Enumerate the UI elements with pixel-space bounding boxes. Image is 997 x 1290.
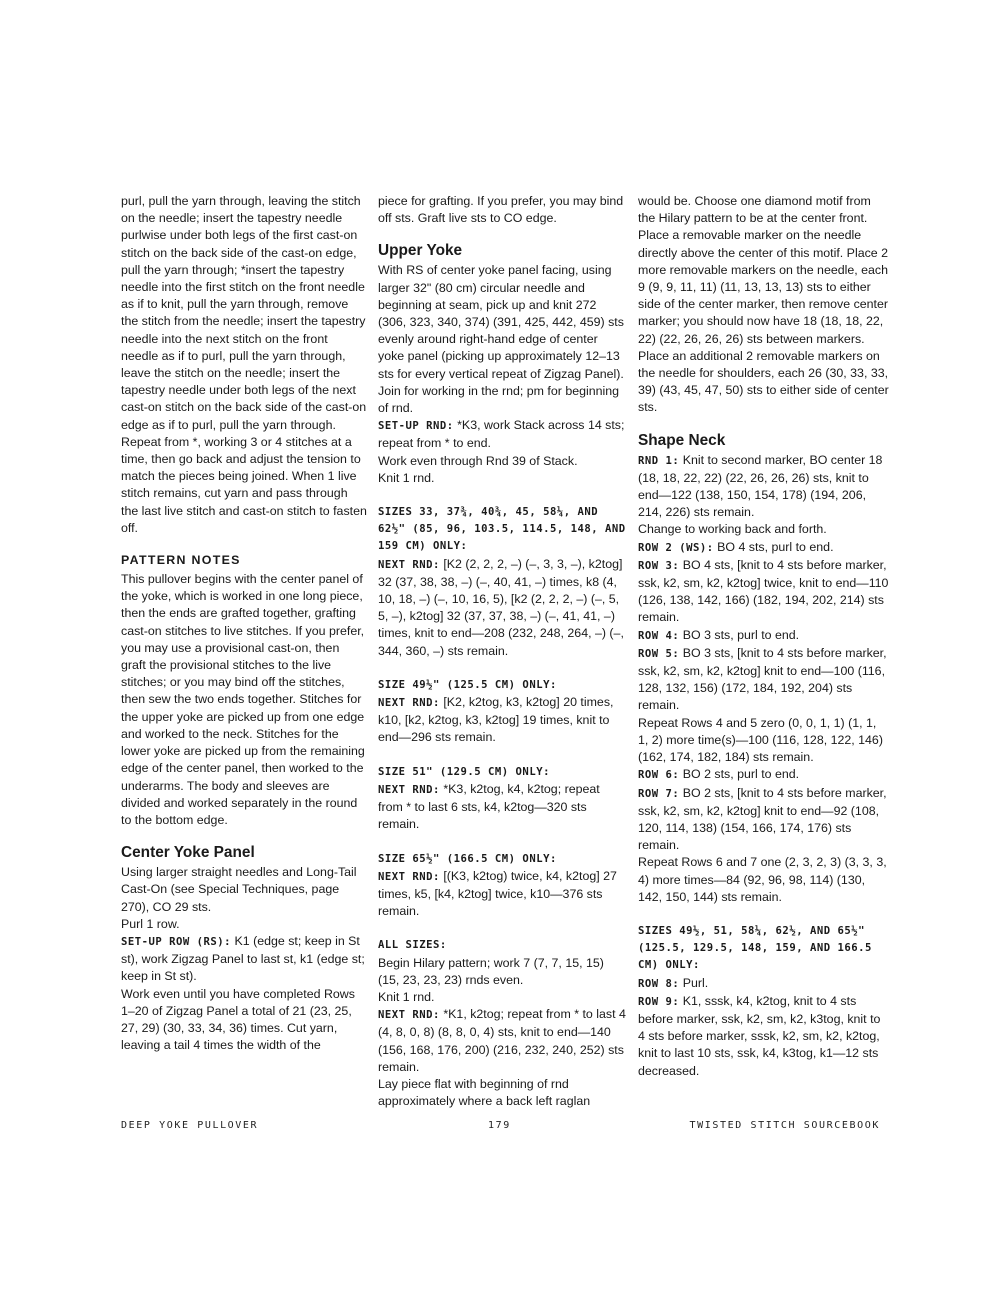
all-sizes-paragraph: Knit 1 rnd. [378, 989, 435, 1004]
column-right [638, 193, 890, 1080]
neck-step [638, 627, 890, 645]
neck-step [638, 539, 890, 557]
cyp-paragraph [121, 933, 367, 986]
cyp-paragraph: Using larger straight needles and Long-Tail Cast-On (see Special Techniques, page 270), CO 29 sts. [121, 865, 357, 914]
step-text: K1, sssk, k4, k2tog, knit to 4 sts before marker, ssk, k2, sm, k2, k3tog, knit to 4 sts before marker, sssk, k2, sm, k2, k2tog, knit to last 10 sts, ssk, k4, k3tog, k1—12 sts decreased. [638, 993, 881, 1078]
step-text: BO 2 sts, purl to end. [679, 767, 800, 782]
step-label: NEXT RND: [378, 697, 440, 710]
size-heading: SIZES 33, 37¾, 40¾, 45, 58¼, AND 62½" (85, 96, 103.5, 114.5, 148, AND 159 CM) ONLY: [378, 506, 626, 553]
step-label: ROW 5: [638, 647, 680, 660]
size-paragraph [378, 868, 626, 921]
step-label: ROW 4: [638, 629, 680, 642]
neck-step [638, 993, 890, 1080]
step-text: BO 4 sts, [knit to 4 sts before marker, ssk, k2, sm, k2, k2tog] twice, knit to end—110 (126, 138, 142, 166) (182, 194, 202, 214) sts remain. [638, 557, 889, 625]
cyp-paragraph: Work even until you have completed Rows 1–20 of Zigzag Panel a total of 21 (23, 25, 27, 29) (30, 33, 34, 36) times. Cut yarn, leaving a tail 4 times the width of the [121, 986, 355, 1053]
column-middle [378, 193, 626, 1110]
step-label: NEXT RND: [378, 558, 440, 571]
neck-step: Change to working back and forth. [638, 522, 827, 537]
step-text: *K3, k2tog, k4, k2tog; repeat from * to last 6 sts, k4, k2tog—320 sts remain. [378, 781, 600, 832]
step-label: ROW 9: [638, 995, 680, 1008]
all-sizes-paragraph: Begin Hilary pattern; work 7 (7, 7, 15, 15) (15, 23, 23, 23) rnds even. [378, 955, 604, 987]
size-paragraph [378, 781, 626, 834]
neck-step [638, 452, 890, 522]
neck-step: Repeat Rows 6 and 7 one (2, 3, 2, 3) (3, 3, 3, 4) more times—84 (92, 96, 98, 114) (130, 142, 150, 144) sts remain. [638, 855, 887, 904]
marker-paragraph: Place an additional 2 removable markers on the needle for shoulders, each 26 (30, 33, 33, 39) (43, 45, 47, 50) sts to either side of center sts. [638, 348, 889, 415]
step-label: NEXT RND: [378, 783, 440, 796]
step-label: ROW 2 (WS): [638, 541, 714, 554]
step-label: SET-UP RND: [378, 420, 454, 433]
all-sizes-paragraph [378, 1006, 626, 1076]
pattern-notes-text: This pullover begins with the center panel of the yoke, which is worked in one long piece, then the ends are grafted together, grafting cast-on stitches to live stitches. If you prefer, you may use a provisional cast-on, then graft the provisional stitches to the live stitches; or you may bind off the stitches, then sew the two ends together. Stitches for the upper yoke are picked up from one edge and worked to the neck. Stitches for the lower yoke are picked up from the remaining edge of the center panel, then worked to the underarms. The body and sleeves are divided and worked separately in the round to the bottom edge. [121, 572, 365, 827]
step-text: BO 2 sts, [knit to 4 sts before marker, ssk, k2, sm, k2, k2tog] knit to end—92 (108, 120, 114, 138) (154, 166, 174, 176) sts remain. [638, 785, 887, 853]
size-heading: SIZES 49½, 51, 58¼, 62½, AND 65½" (125.5, 129.5, 148, 159, AND 166.5 CM) ONLY: [638, 924, 872, 972]
step-text: BO 3 sts, [knit to 4 sts before marker, ssk, k2, sm, k2, k2tog] knit to end—100 (116, 128, 132, 156) (172, 184, 192, 204) sts remain. [638, 645, 887, 713]
size-paragraph [378, 556, 626, 660]
step-text: *K1, k2tog; repeat from * to last 4 (4, 8, 0, 8) (8, 8, 0, 4) sts, knit to end—140 (156, 168, 176, 200) (216, 232, 240, 252) sts remain. [378, 1007, 626, 1074]
step-text: BO 3 sts, purl to end. [679, 627, 800, 642]
column-left [121, 193, 367, 1054]
step-text: [(K3, k2tog) twice, k4, k2tog] 27 times, k5, [k4, k2tog] twice, k10—376 sts remain. [378, 868, 617, 919]
graft-paragraph: piece for grafting. If you prefer, you may bind off sts. Graft live sts to CO edge. [378, 194, 624, 226]
upper-yoke-paragraph: With RS of center yoke panel facing, using larger 32" (80 cm) circular needle and beginning at seam, pick up and knit 272 (306, 323, 340, 374) (391, 425, 442, 459) sts evenly around right-hand edge of center yoke panel (picking up approximately 12–13 sts for every vertical repeat of Zigzag Panel). Join for working in the rnd; pm for beginning of rnd. [378, 263, 624, 416]
pattern-notes-heading: PATTERN NOTES [121, 553, 241, 568]
upper-yoke-paragraph: Work even through Rnd 39 of Stack. [378, 453, 578, 468]
page-number: 179 [488, 1120, 511, 1131]
neck-step [638, 785, 890, 855]
step-text: K1 (edge st; keep in St st), work Zigzag Panel to last st, k1 (edge st; keep in St st). [121, 933, 365, 984]
step-text: Purl. [679, 975, 709, 990]
size-heading: SIZE 49½" (125.5 CM) ONLY: [378, 678, 557, 691]
step-text: [K2, k2tog, k3, k2tog] 20 times, k10, [k2, k2tog, k3, k2tog] 19 times, knit to end—296 sts remain. [378, 695, 614, 745]
step-text: [K2 (2, 2, 2, –) (–, 3, 3, –), k2tog] 32 (37, 38, 38, –) (–, 40, 41, –) times, k8 (4, 10, 18, –) (–, 10, 16, 5), [k2 (2, 2, 2, –) (–, 5, 5, –), k2tog] 32 (37, 37, 38, –) (–, 41, 41, –) times, knit to end—208 (232, 248, 264, –) (–, 344, 360, –) sts remain. [378, 556, 624, 658]
shape-neck-heading: Shape Neck [638, 431, 726, 449]
center-yoke-panel-heading: Center Yoke Panel [121, 844, 255, 862]
step-label: ROW 7: [638, 787, 680, 800]
step-label: ROW 3: [638, 559, 680, 572]
upper-yoke-heading: Upper Yoke [378, 242, 463, 260]
step-text: *K3, work Stack across 14 sts; repeat from * to end. [378, 418, 625, 451]
upper-yoke-paragraph [378, 417, 626, 452]
step-text: Knit to second marker, BO center 18 (18, 18, 22, 22) (22, 26, 26, 26) sts, knit to end—122 (138, 150, 154, 178) (194, 206, 214, 226) sts remain. [638, 452, 883, 520]
size-paragraph [378, 694, 626, 747]
footer-book-title: TWISTED STITCH SOURCEBOOK [689, 1120, 880, 1131]
step-label: NEXT RND: [378, 870, 440, 883]
size-heading: SIZE 51" (129.5 CM) ONLY: [378, 765, 550, 778]
all-sizes-paragraph: Lay piece flat with beginning of rnd approximately where a back left raglan [378, 1076, 591, 1109]
neck-step [638, 645, 890, 715]
step-text: BO 4 sts, purl to end. [713, 539, 834, 554]
neck-step [638, 557, 890, 627]
step-label: RND 1: [638, 454, 680, 467]
marker-paragraph: would be. Choose one diamond motif from the Hilary pattern to be at the center front. Place a removable marker on the needle directly above the center of this motif. Place 2 more removable markers on the needle, each 9 (9, 9, 11, 11) (11, 13, 13, 13) sts to either side of the center marker, then remove center marker; you should now have 18 (18, 18, 22, 22) (22, 26, 26, 26) sts between markers. [638, 194, 889, 346]
size-heading: SIZE 65½" (166.5 CM) ONLY: [378, 852, 557, 865]
neck-step [638, 766, 890, 784]
step-label: NEXT RND: [378, 1009, 440, 1022]
grafting-instructions: purl, pull the yarn through, leaving the stitch on the needle; insert the tapestry needle purlwise under both legs of the first cast-on stitch on the back side of the cast-on edge, pull the yarn through; *insert the tapestry needle into the first stitch on the front needle as if to knit, pull the yarn through, remove the stitch from the needle; insert the tapestry needle into the next stitch on the front needle as if to purl, pull the yarn through, leave the stitch on the needle; insert the tapestry needle under both legs of the next cast-on stitch on the back side of the cast-on edge as if to purl, pull the yarn through. Repeat from *, working 3 or 4 stitches at a time, then go back and adjust the tension to match the pieces being joined. When 1 live stitch remains, cut yarn and pass through the last live stitch and cast-on stitch to fasten off. [121, 194, 367, 535]
step-label: SET-UP ROW (RS): [121, 935, 232, 948]
step-label: ROW 6: [638, 769, 680, 782]
upper-yoke-paragraph: Knit 1 rnd. [378, 470, 435, 485]
footer-pattern-title: DEEP YOKE PULLOVER [121, 1120, 259, 1131]
cyp-paragraph: Purl 1 row. [121, 916, 180, 931]
step-label: ROW 8: [638, 977, 680, 990]
size-heading: ALL SIZES: [378, 939, 447, 952]
neck-step [638, 975, 890, 993]
neck-step: Repeat Rows 4 and 5 zero (0, 0, 1, 1) (1, 1, 1, 2) more time(s)—100 (116, 128, 122, 146) (162, 174, 182, 184) sts remain. [638, 715, 883, 765]
